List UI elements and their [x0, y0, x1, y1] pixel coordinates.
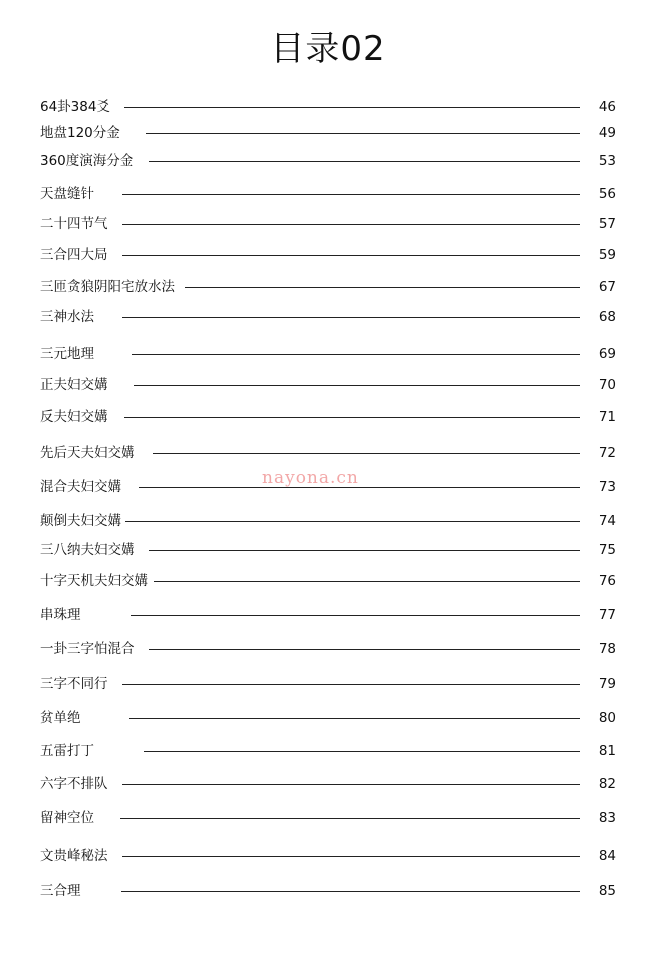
toc-leader-line — [144, 751, 580, 752]
toc-entry[interactable] — [40, 374, 616, 396]
toc-entry-label: 颠倒夫妇交媾 — [40, 513, 121, 529]
toc-entry-page: 56 — [598, 186, 616, 202]
toc-entry[interactable] — [40, 306, 616, 328]
toc-leader-line — [122, 255, 581, 256]
toc-entry-label: 留神空位 — [40, 810, 94, 826]
toc-entry[interactable] — [40, 213, 616, 235]
toc-entry-label: 三八纳夫妇交媾 — [40, 542, 135, 558]
toc-entry[interactable] — [40, 406, 616, 428]
toc-entry-page: 77 — [598, 607, 616, 623]
toc-entry-label: 一卦三字怕混合 — [40, 641, 135, 657]
toc-leader-line — [132, 354, 580, 355]
toc-entry-label: 三元地理 — [40, 346, 94, 362]
toc-entry[interactable] — [40, 122, 616, 144]
toc-entry[interactable] — [40, 707, 616, 729]
toc-entry-page: 82 — [598, 776, 616, 792]
toc-leader-line — [122, 194, 580, 195]
toc-leader-line — [122, 856, 581, 857]
toc-entry-page: 78 — [598, 641, 616, 657]
toc-leader-line — [122, 784, 581, 785]
toc-leader-line — [121, 891, 581, 892]
toc-entry-label: 五雷打丁 — [40, 743, 94, 759]
toc-leader-line — [154, 581, 580, 582]
toc-entry-page: 71 — [598, 409, 616, 425]
toc-entry-page: 79 — [598, 676, 616, 692]
toc-entry-label: 三字不同行 — [40, 676, 108, 692]
toc-entry-page: 85 — [598, 883, 616, 899]
toc-leader-line — [129, 718, 581, 719]
toc-leader-line — [134, 385, 581, 386]
toc-entry-page: 74 — [598, 513, 616, 529]
toc-entry-page: 83 — [598, 810, 616, 826]
toc-entry[interactable] — [40, 539, 616, 561]
toc-entry-page: 69 — [598, 346, 616, 362]
toc-entry[interactable] — [40, 604, 616, 626]
toc-entry-label: 三合理 — [40, 883, 81, 899]
toc-entry[interactable] — [40, 442, 616, 464]
toc-entry-page: 68 — [598, 309, 616, 325]
toc-entry-label: 贫单绝 — [40, 710, 81, 726]
toc-leader-line — [124, 107, 580, 108]
toc-entry-label: 混合夫妇交媾 — [40, 479, 121, 495]
toc-entry-page: 84 — [598, 848, 616, 864]
toc-entry[interactable] — [40, 183, 616, 205]
toc-leader-line — [139, 487, 580, 488]
toc-entry[interactable] — [40, 845, 616, 867]
toc-entry-label: 360度演海分金 — [40, 153, 134, 169]
toc-entry[interactable] — [40, 740, 616, 762]
toc-entry-label: 十字天机夫妇交媾 — [40, 573, 148, 589]
toc-entry-page: 46 — [598, 99, 616, 115]
page-title: 目录02 — [270, 29, 386, 69]
toc-leader-line — [122, 684, 581, 685]
toc-entry-label: 先后天夫妇交媾 — [40, 445, 135, 461]
toc-entry[interactable] — [40, 880, 616, 902]
toc-entry-page: 72 — [598, 445, 616, 461]
toc-entry-page: 57 — [598, 216, 616, 232]
toc-entry-label: 地盘120分金 — [40, 125, 120, 141]
toc-entry-label: 六字不排队 — [40, 776, 108, 792]
toc-entry-page: 73 — [598, 479, 616, 495]
toc-entry-label: 三合四大局 — [40, 247, 108, 263]
toc-leader-line — [149, 649, 581, 650]
toc-entry[interactable] — [40, 570, 616, 592]
toc-entry[interactable] — [40, 150, 616, 172]
toc-entry-page: 81 — [598, 743, 616, 759]
toc-entry[interactable] — [40, 807, 616, 829]
watermark-text: nayona.cn — [262, 468, 359, 488]
toc-entry[interactable] — [40, 638, 616, 660]
toc-leader-line — [149, 550, 581, 551]
toc-entry-page: 80 — [598, 710, 616, 726]
toc-entry[interactable] — [40, 510, 616, 532]
toc-leader-line — [124, 417, 581, 418]
toc-entry-page: 49 — [598, 125, 616, 141]
toc-leader-line — [185, 287, 580, 288]
toc-leader-line — [122, 317, 580, 318]
toc-leader-line — [120, 818, 580, 819]
toc-entry-page: 75 — [598, 542, 616, 558]
toc-entry-label: 三神水法 — [40, 309, 94, 325]
toc-entry[interactable] — [40, 673, 616, 695]
toc-entry-page: 53 — [598, 153, 616, 169]
toc-entry[interactable] — [40, 343, 616, 365]
toc-entry-label: 串珠理 — [40, 607, 81, 623]
toc-entry-page: 67 — [598, 279, 616, 295]
toc-entry[interactable] — [40, 96, 616, 118]
toc-entry[interactable] — [40, 773, 616, 795]
toc-entry-label: 反夫妇交媾 — [40, 409, 108, 425]
toc-entry-label: 三匝贪狼阴阳宅放水法 — [40, 279, 175, 295]
toc-entry-label: 天盘缝针 — [40, 186, 94, 202]
toc-leader-line — [125, 521, 580, 522]
toc-leader-line — [146, 133, 580, 134]
toc-entry[interactable] — [40, 276, 616, 298]
toc-entry-label: 正夫妇交媾 — [40, 377, 108, 393]
toc-leader-line — [149, 161, 580, 162]
toc-entry-label: 64卦384爻 — [40, 99, 110, 115]
toc-entry-label: 文贵峰秘法 — [40, 848, 108, 864]
toc-entry[interactable] — [40, 244, 616, 266]
toc-entry-page: 76 — [598, 573, 616, 589]
toc-leader-line — [153, 453, 581, 454]
toc-leader-line — [131, 615, 581, 616]
toc-entry-page: 70 — [598, 377, 616, 393]
toc-leader-line — [122, 224, 581, 225]
toc-entry-page: 59 — [598, 247, 616, 263]
toc-entry-label: 二十四节气 — [40, 216, 108, 232]
